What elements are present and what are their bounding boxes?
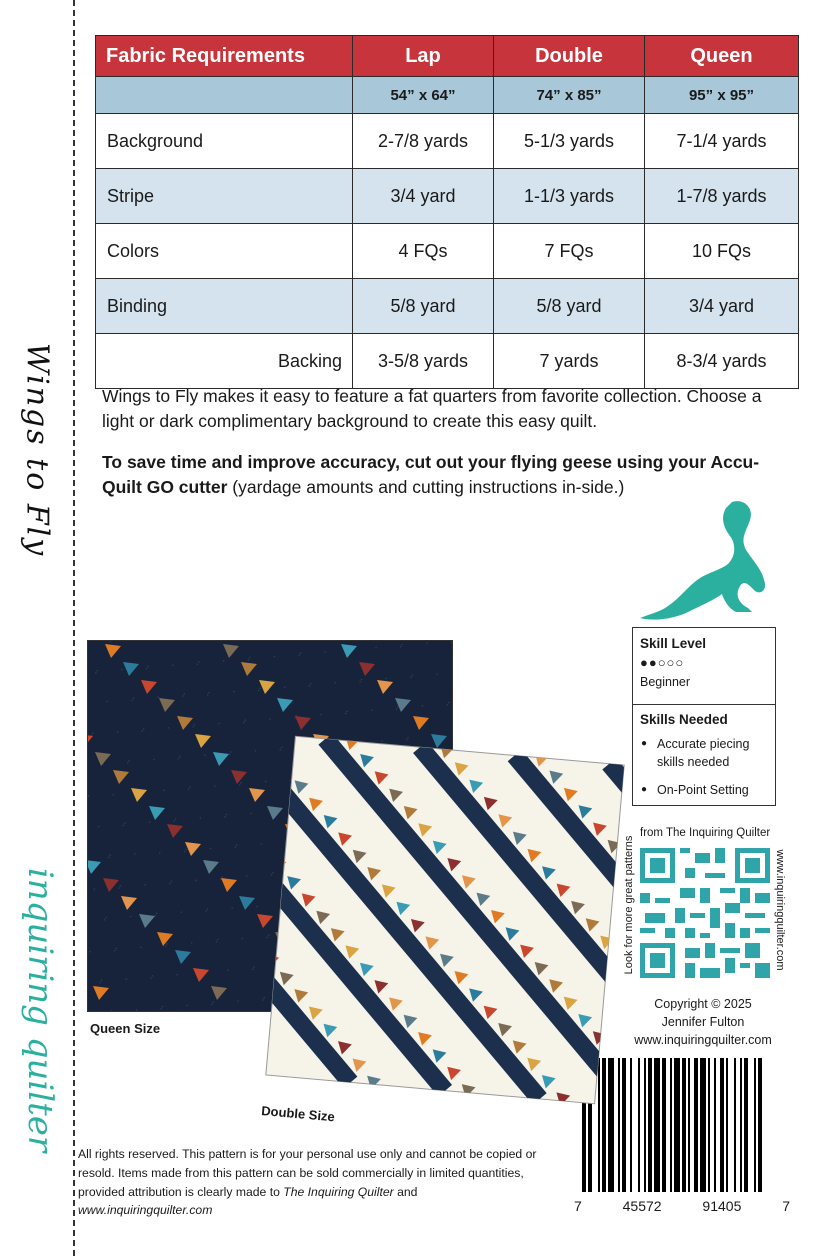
- author-name: Jennifer Fulton: [661, 1015, 745, 1029]
- barcode-bar: [708, 1058, 710, 1192]
- table-cell: 5/8 yard: [353, 279, 494, 334]
- barcode-bar: [720, 1058, 724, 1192]
- double-quilt-image: [265, 735, 625, 1105]
- qr-url: www.inquiringquilter.com: [774, 849, 786, 971]
- table-cell: 5/8 yard: [494, 279, 645, 334]
- spine-title: Wings to Fly: [19, 342, 55, 558]
- goose-triangle: [621, 857, 625, 871]
- table-row: [96, 334, 799, 389]
- rights-text: All rights reserved. This pattern is for your personal use only and cannot be copied or resold. Items made from this pattern can be sold commercially in limited quantities, provided attribution is clearly made to: [78, 1147, 537, 1199]
- size-cell: 74” x 85”: [494, 77, 645, 114]
- copyright-block: [618, 995, 788, 1049]
- rights-notice: [78, 1145, 553, 1220]
- qr-caption: from The Inquiring Quilter: [640, 827, 771, 839]
- barcode-bar: [740, 1058, 742, 1192]
- skill-box: [632, 627, 776, 806]
- barcode-digit-group: 7: [574, 1198, 582, 1214]
- table-cell: 4 FQs: [353, 224, 494, 279]
- fabric-requirements-table: [95, 35, 799, 389]
- rights-name: The Inquiring Quilter: [283, 1184, 394, 1199]
- table-header-row: [96, 36, 799, 77]
- spine-logo: inquiring quilter: [20, 867, 60, 1153]
- goose-triangle: [621, 1066, 625, 1080]
- table-cell: 8-3/4 yards: [645, 334, 799, 389]
- tip-normal: (yardage amounts and cutting instructions in-side.): [227, 477, 625, 497]
- table-cell: 3/4 yard: [645, 279, 799, 334]
- skills-list: [640, 735, 768, 799]
- barcode-bar: [758, 1058, 762, 1192]
- barcode-bar: [726, 1058, 728, 1192]
- list-item: ● On-Point Setting: [640, 781, 768, 799]
- barcode-bar: [744, 1058, 748, 1192]
- double-caption: Double Size: [260, 1103, 336, 1125]
- table-cell: 1-7/8 yards: [645, 169, 799, 224]
- table-cell: 3-5/8 yards: [353, 334, 494, 389]
- barcode-digits: [574, 1198, 790, 1214]
- skills-heading: Skills Needed: [640, 712, 728, 727]
- barcode-bar: [682, 1058, 686, 1192]
- row-label: Backing: [96, 334, 353, 389]
- tip: [102, 450, 782, 500]
- barcode-bar: [662, 1058, 666, 1192]
- table-cell: 7 FQs: [494, 224, 645, 279]
- barcode-bar: [654, 1058, 660, 1192]
- table-cell: 7 yards: [494, 334, 645, 389]
- skill-level-value: Beginner: [640, 675, 691, 689]
- barcode-bar: [638, 1058, 640, 1192]
- barcode-bar: [754, 1058, 756, 1192]
- spine: [0, 0, 74, 1256]
- skill-level-section: [633, 628, 775, 705]
- goose-triangle: [265, 841, 272, 855]
- row-label: Stripe: [96, 169, 353, 224]
- copyright-line: Copyright © 2025: [654, 997, 752, 1011]
- barcode-bar: [694, 1058, 698, 1192]
- barcode-digit-group: 7: [782, 1198, 790, 1214]
- table-header-cell: Double: [494, 36, 645, 77]
- table-row: [96, 224, 799, 279]
- table-row: [96, 169, 799, 224]
- table-row: [96, 114, 799, 169]
- size-cell: 95” x 95”: [645, 77, 799, 114]
- barcode-bar: [674, 1058, 680, 1192]
- qr-side-text: Look for more great patterns: [623, 835, 635, 975]
- skill-rating: ●●○○○: [640, 655, 685, 670]
- table-cell: 2-7/8 yards: [353, 114, 494, 169]
- barcode-bar: [714, 1058, 716, 1192]
- table-header-cell: Lap: [353, 36, 494, 77]
- website-link[interactable]: www.inquiringquilter.com: [634, 1033, 772, 1047]
- size-cell: [96, 77, 353, 114]
- cat-logo-icon: [636, 500, 776, 625]
- rights-and: and: [393, 1184, 418, 1199]
- table-cell: 1-1/3 yards: [494, 169, 645, 224]
- tip-bold: To save time and improve accuracy, cut out your flying geese using your Accu-Quilt GO cutter: [102, 452, 760, 497]
- row-label: Colors: [96, 224, 353, 279]
- barcode-bar: [644, 1058, 646, 1192]
- table-cell: 3/4 yard: [353, 169, 494, 224]
- barcode-bar: [734, 1058, 736, 1192]
- quilt-rotated: [265, 735, 625, 1105]
- goose-triangle: [265, 746, 279, 760]
- rights-site: www.inquiringquilter.com: [78, 1203, 213, 1218]
- barcode-bar: [648, 1058, 652, 1192]
- skills-section: [633, 705, 775, 816]
- skill-level-heading: Skill Level: [640, 636, 707, 651]
- table-header-cell: Queen: [645, 36, 799, 77]
- row-label: Background: [96, 114, 353, 169]
- barcode-bar: [670, 1058, 672, 1192]
- table-cell: 5-1/3 yards: [494, 114, 645, 169]
- goose-triangle: [606, 1049, 621, 1063]
- table-row: [96, 279, 799, 334]
- list-item: ● Accurate piecing skills needed: [640, 735, 768, 771]
- qr-code-icon[interactable]: [640, 848, 770, 978]
- table-cell: 10 FQs: [645, 224, 799, 279]
- fold-line: [73, 0, 75, 1256]
- barcode-bar: [630, 1058, 632, 1192]
- barcode-digit-group: 91405: [702, 1198, 742, 1214]
- size-row: [96, 77, 799, 114]
- table-header-cell: Fabric Requirements: [96, 36, 353, 77]
- table-cell: 7-1/4 yards: [645, 114, 799, 169]
- size-cell: 54” x 64”: [353, 77, 494, 114]
- barcode-bar: [688, 1058, 690, 1192]
- barcode-digit-group: 45572: [622, 1198, 662, 1214]
- description: Wings to Fly makes it easy to feature a fat quarters from favorite collection. Choose a light or dark complimentary background to create this easy quilt.: [102, 386, 762, 431]
- goose-triangle: [614, 953, 625, 967]
- barcode-bar: [700, 1058, 706, 1192]
- row-label: Binding: [96, 279, 353, 334]
- queen-caption: Queen Size: [90, 1021, 161, 1036]
